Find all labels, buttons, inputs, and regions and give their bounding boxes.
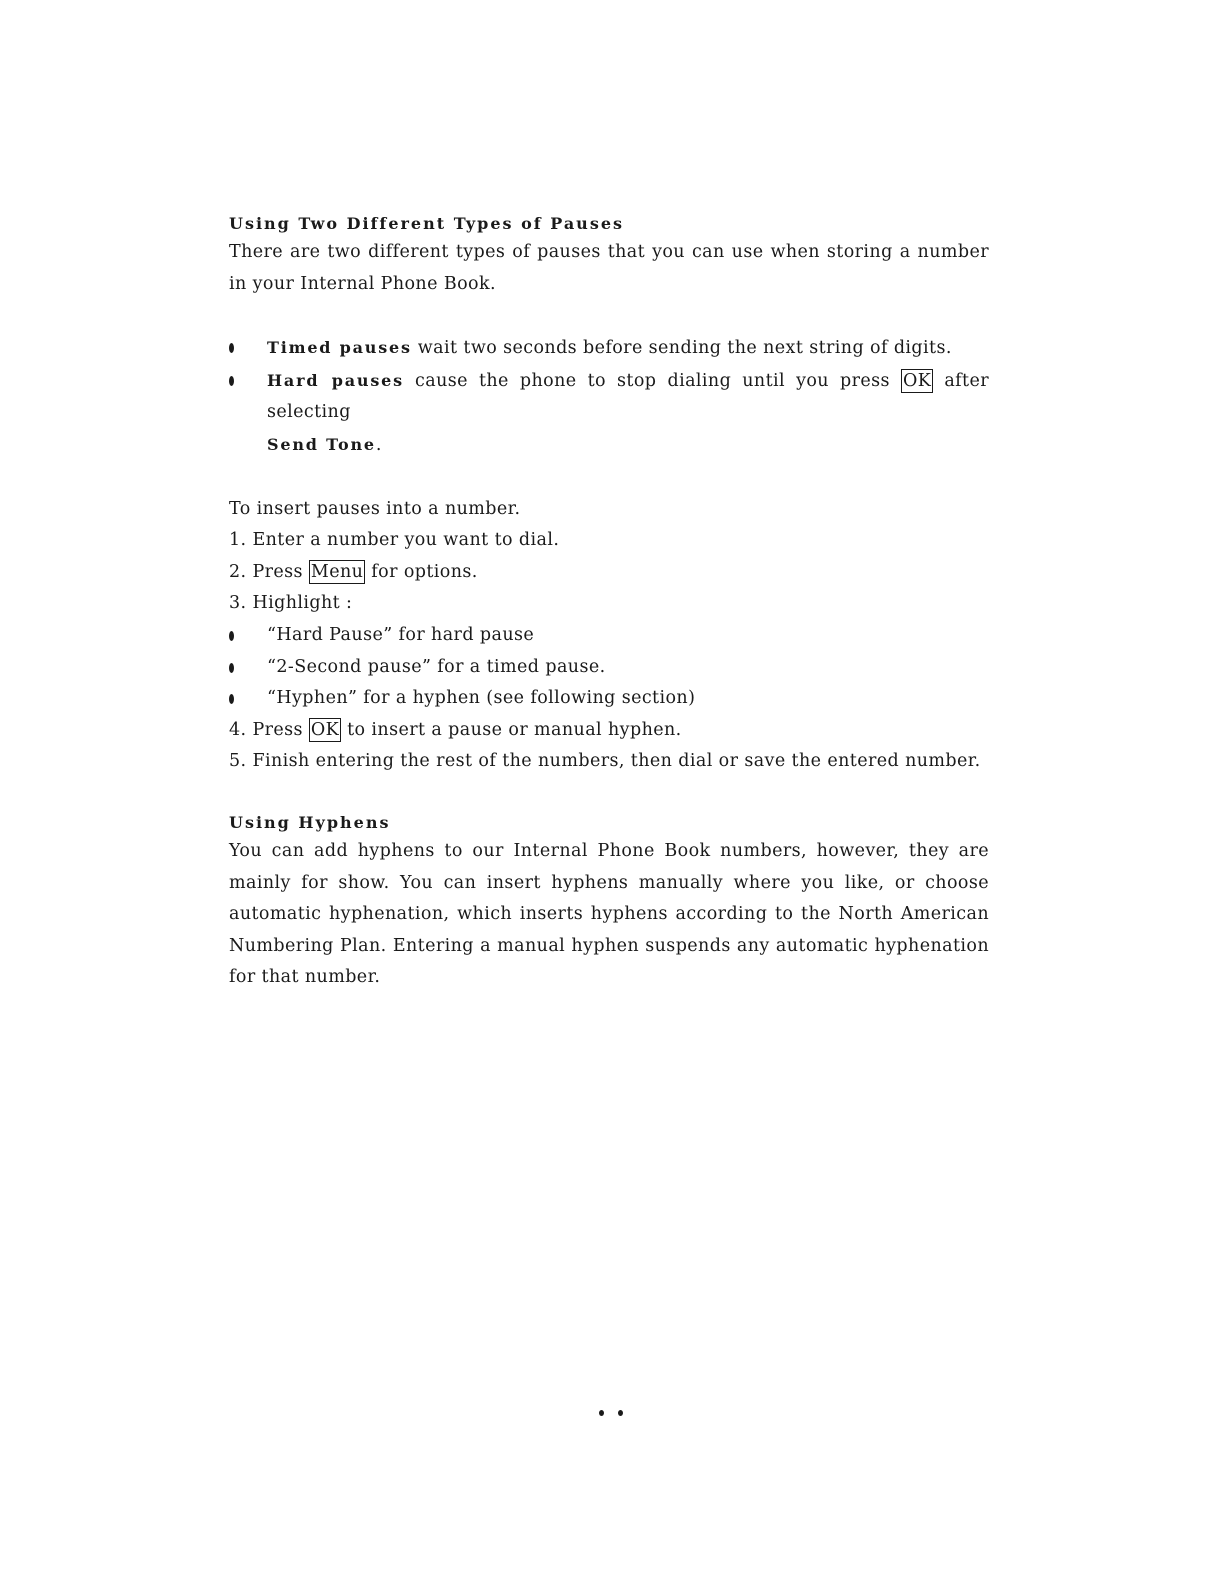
option-text: “2-Second pause” for a timed pause.: [267, 656, 606, 677]
hard-pauses-line: [267, 365, 989, 429]
step-3: 3. Highlight :: [229, 593, 353, 614]
step-4: [229, 715, 989, 747]
hyphens-body: You can add hyphens to our Internal Phone Book numbers, however, they are mainly for show. You can insert hyphens manually where you like, or choose automatic hyphenation, which inserts hyphens according to the North American Numbering Plan. Entering a manual hyphen suspends any automatic hyphenation for that number.: [229, 840, 989, 988]
hard-pauses-line-2: [267, 429, 989, 462]
option-hyphen: [229, 683, 989, 715]
term-timed-pauses: Timed pauses: [267, 338, 412, 358]
bullet-icon: [229, 663, 234, 673]
step-4-after: to insert a pause or manual hyphen.: [341, 719, 682, 740]
option-2-second-pause: [229, 652, 989, 684]
page-marker-dots: [597, 1408, 627, 1418]
pauses-intro: There are two different types of pauses that you can use when storing a number in your Internal Phone Book.: [229, 242, 989, 294]
step-5: 5. Finish entering the rest of the numbers, then dial or save the entered number.: [229, 751, 981, 772]
spacer: [229, 462, 989, 494]
step-4-before: 4. Press: [229, 719, 309, 740]
step-1: 1. Enter a number you want to dial.: [229, 530, 560, 551]
option-hard-pause: [229, 620, 989, 652]
spacer: [229, 778, 989, 810]
ok-key-label: OK: [903, 370, 932, 391]
hard-pauses-text: cause the phone to stop dialing until you press: [403, 370, 902, 391]
option-text: “Hard Pause” for hard pause: [267, 624, 535, 645]
option-text: “Hyphen” for a hyphen (see following section): [267, 688, 696, 709]
bullet-hard-pauses: [229, 365, 989, 462]
timed-pauses-text: wait two seconds before sending the next string of digits.: [411, 338, 952, 359]
document-page: [229, 211, 989, 994]
menu-key-label: Menu: [310, 561, 364, 582]
bullet-icon: [229, 631, 234, 641]
step-2-after: for options.: [365, 561, 478, 582]
section-heading-hyphens: Using Hyphens: [229, 812, 391, 832]
term-hard-pauses: Hard pauses: [267, 370, 404, 390]
ok-key-label: OK: [310, 719, 340, 740]
step-2: [229, 557, 989, 589]
bullet-icon: [229, 376, 234, 386]
bullet-icon: [229, 694, 234, 704]
dot-icon: [618, 1410, 623, 1416]
instructions-lead: To insert pauses into a number.: [229, 498, 521, 519]
spacer: [229, 300, 989, 332]
section-heading-pauses: Using Two Different Types of Pauses: [229, 214, 625, 233]
dot-icon: [599, 1410, 604, 1416]
hard-pauses-text-after: after selecting: [267, 370, 989, 423]
term-send-tone: Send Tone: [267, 434, 376, 454]
step-2-before: 2. Press: [229, 561, 309, 582]
hard-pauses-end: .: [375, 434, 382, 455]
bullet-timed-pauses: [229, 332, 989, 365]
bullet-icon: [229, 343, 234, 353]
